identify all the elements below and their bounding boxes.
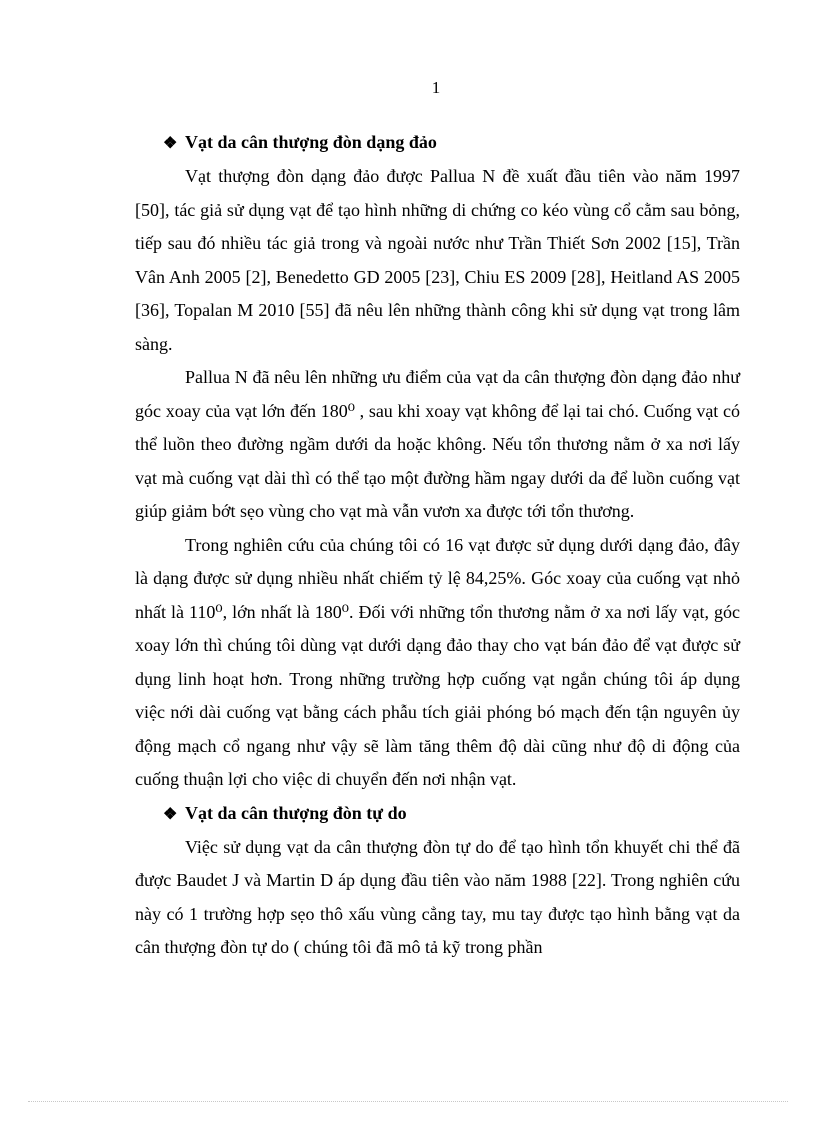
page-number: 1 xyxy=(431,78,441,97)
section-heading-island-flap xyxy=(163,126,740,160)
paragraph: Pallua N đã nêu lên những ưu điểm của vạt da cân thượng đòn dạng đảo như góc xoay của vạt lớn đến 180⁰ , sau khi xoay vạt không để lại tai chó. Cuống vạt có thể luồn theo đường ngầm dưới da hoặc không. Nếu tổn thương nằm ở xa nơi lấy vạt mà cuống vạt dài thì có thể tạo một đường hầm ngay dưới da để luồn cuống vạt giúp giảm bớt sẹo vùng cho vạt mà vẫn vươn xa được tới tổn thương. xyxy=(135,367,740,521)
paragraph: Việc sử dụng vạt da cân thượng đòn tự do để tạo hình tổn khuyết chi thể đã được Baudet J và Martin D áp dụng đầu tiên vào năm 1988 [22]. Trong nghiên cứu này có 1 trường hợp sẹo thô xấu vùng cẳng tay, mu tay được tạo hình bằng vạt da cân thượng đòn tự do ( chúng tôi đã mô tả kỹ trong phần xyxy=(135,836,740,957)
diamond-bullet-icon: ❖ xyxy=(163,135,178,152)
section-heading-free-flap xyxy=(163,797,740,831)
paragraph: Trong nghiên cứu của chúng tôi có 16 vạt được sử dụng dưới dạng đảo, đây là dạng được sử dụng nhiều nhất chiếm tỷ lệ 84,25%. Góc xoay của cuống vạt nhỏ nhất là 110⁰, lớn nhất là 180⁰. Đối với những tổn thương nằm ở xa nơi lấy vạt, góc xoay lớn thì chúng tôi dùng vạt dưới dạng đảo thay cho vạt bán đảo để vạt được sử dụng linh hoạt hơn. Trong những trường hợp cuống vạt ngắn chúng tôi áp dụng việc nới dài cuống vạt bằng cách phẫu tích giải phóng bó mạch đến tận nguyên ủy động mạch cổ ngang như vậy sẽ làm tăng thêm độ dài cũng như độ di động của cuống thuận lợi cho việc di chuyển đến nơi nhận vạt. xyxy=(135,534,740,789)
page-bottom-divider xyxy=(28,1101,788,1102)
section-heading-text: Vạt da cân thượng đòn tự do xyxy=(185,802,407,823)
paragraph: Vạt thượng đòn dạng đảo được Pallua N đề xuất đầu tiên vào năm 1997 [50], tác giả sử dụng vạt để tạo hình những di chứng co kéo vùng cổ cằm sau bỏng, tiếp sau đó nhiều tác giả trong và ngoài nước như Trần Thiết Sơn 2002 [15], Trần Vân Anh 2005 [2], Benedetto GD 2005 [23], Chiu ES 2009 [28], Heitland AS 2005 [36], Topalan M 2010 [55] đã nêu lên những thành công khi sử dụng vạt trong lâm sàng. xyxy=(135,166,740,354)
document-body xyxy=(135,126,740,965)
section-heading-text: Vạt da cân thượng đòn dạng đảo xyxy=(185,132,437,152)
diamond-bullet-icon: ❖ xyxy=(163,805,178,823)
